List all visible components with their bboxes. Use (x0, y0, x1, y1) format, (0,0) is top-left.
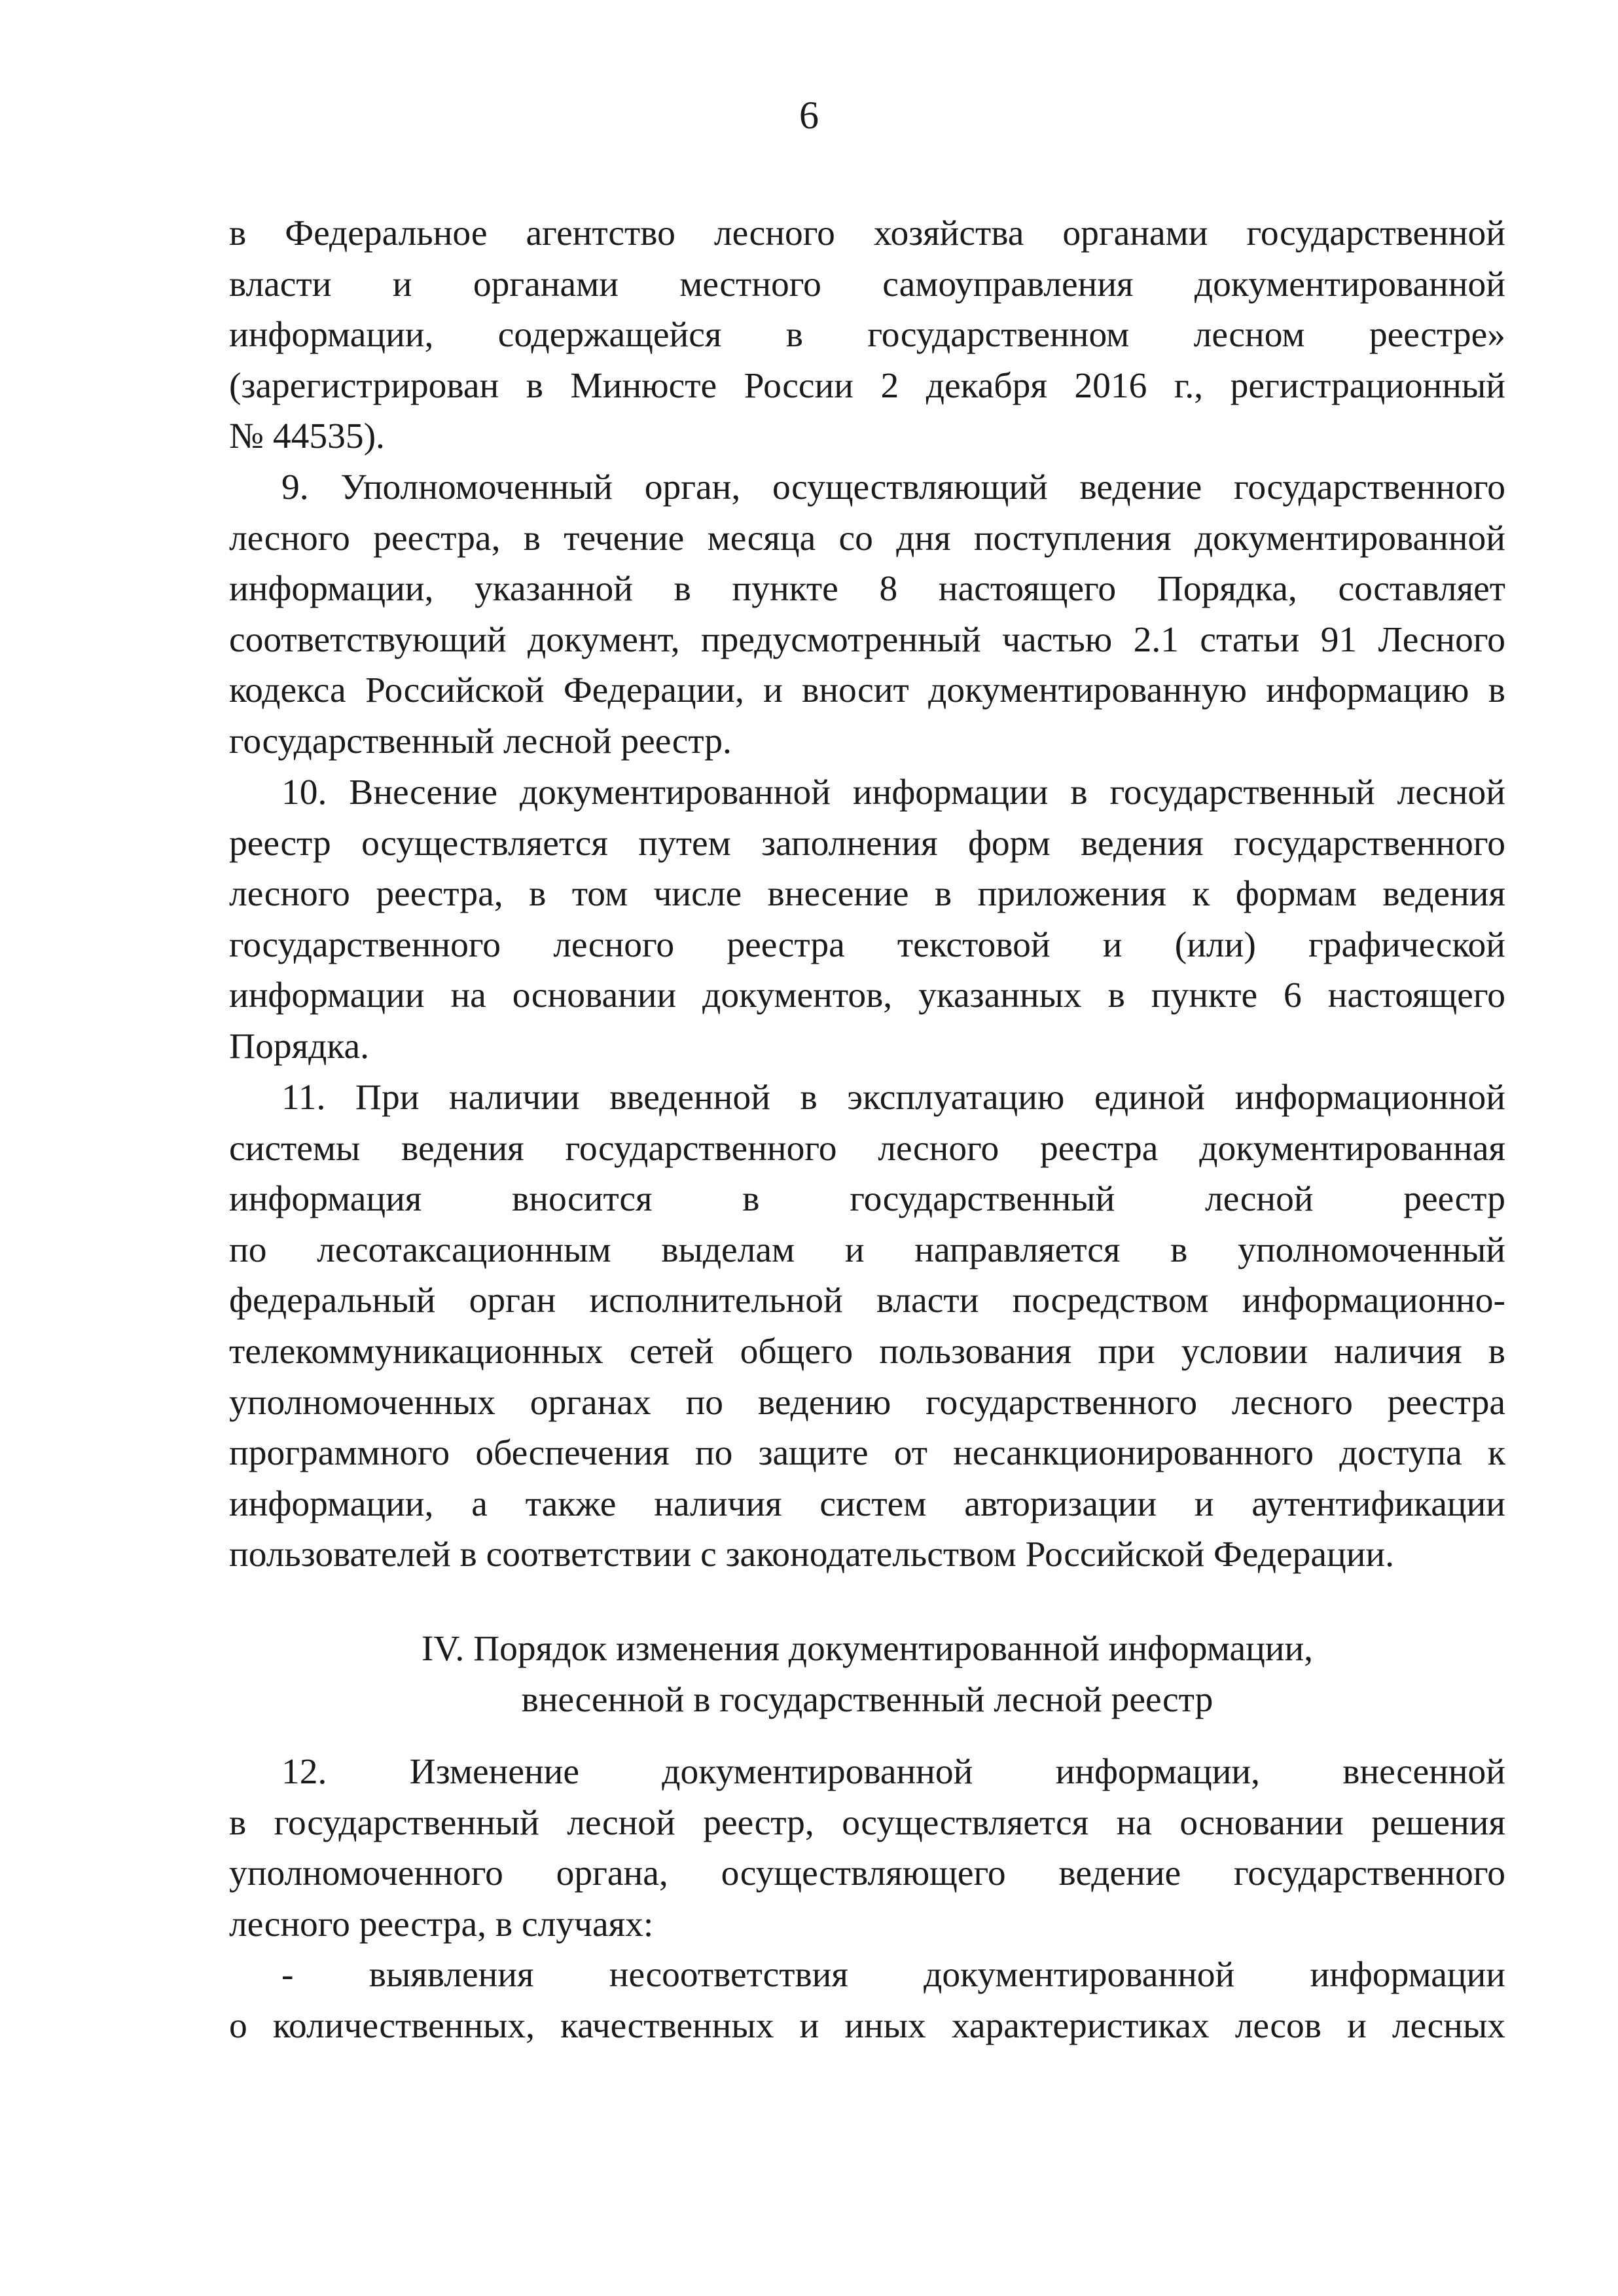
text-line: государственный лесной реестр. (229, 721, 732, 761)
text-line: Порядка. (229, 1026, 369, 1066)
text-line: 9. Уполномоченный орган, осуществляющий ведение государственного (281, 467, 1505, 507)
heading-line: внесенной в государственный лесной реестр (521, 1680, 1214, 1720)
text-line: в Федеральное агентство лесного хозяйства органами государственной (229, 213, 1505, 253)
text-line: 10. Внесение документированной информации в государственный лесной (281, 773, 1505, 812)
text-line: № 44535). (229, 416, 385, 457)
heading-line: IV. Порядок изменения документированной информации, (421, 1629, 1314, 1669)
text-line: уполномоченного органа, осуществляющего ведение государственного (229, 1853, 1505, 1894)
text-line: соответствующий документ, предусмотренный частью 2.1 статьи 91 Лесного (229, 619, 1505, 660)
page-number: 6 (799, 94, 819, 137)
text-line: информации на основании документов, указанных в пункте 6 настоящего (229, 975, 1505, 1016)
paragraph-11 (229, 1072, 1505, 1580)
text-line: кодекса Российской Федерации, и вносит документированную информацию в (229, 670, 1505, 711)
text-line: власти и органами местного самоуправления документированной (229, 264, 1505, 304)
text-line: уполномоченных органах по ведению государственного лесного реестра (229, 1382, 1505, 1423)
text-line: - выявления несоответствия документированной информации (281, 1955, 1505, 1995)
text-line: информации, указанной в пункте 8 настоящего Порядка, составляет (229, 569, 1505, 610)
text-line: государственного лесного реестра текстовой и (или) графической (229, 924, 1505, 965)
text-line: лесного реестра, в том числе внесение в приложения к формам ведения (229, 874, 1505, 915)
text-line: (зарегистрирован в Минюсте России 2 декабря 2016 г., регистрационный (229, 365, 1505, 406)
text-line: системы ведения государственного лесного реестра документированная (229, 1128, 1505, 1169)
text-line: 11. При наличии введенной в эксплуатацию единой информационной (281, 1078, 1505, 1118)
text-line: информация вносится в государственный лесной реестр (229, 1179, 1505, 1220)
text-line: 12. Изменение документированной информации, внесенной (281, 1752, 1505, 1792)
text-line: программного обеспечения по защите от несанкционированного доступа к (229, 1433, 1505, 1474)
text-line: лесного реестра, в течение месяца со дня поступления документированной (229, 518, 1505, 558)
text-line: по лесотаксационным выделам и направляется в уполномоченный (229, 1230, 1505, 1270)
text-line: о количественных, качественных и иных характеристиках лесов и лесных (229, 2005, 1505, 2046)
text-line: лесного реестра, в случаях: (229, 1904, 654, 1944)
paragraph-12 (229, 1747, 1505, 1950)
paragraph-10 (229, 767, 1505, 1072)
paragraph-8-continuation (229, 208, 1505, 462)
section-heading (229, 1624, 1505, 1726)
text-line: информации, содержащейся в государственном лесном реестре» (229, 315, 1505, 355)
text-line: информации, а также наличия систем авторизации и аутентификации (229, 1484, 1505, 1524)
text-line: федеральный орган исполнительной власти посредством информационно- (229, 1281, 1505, 1321)
text-line: телекоммуникационных сетей общего пользования при условии наличия в (229, 1331, 1505, 1372)
paragraph-9 (229, 462, 1505, 767)
bullet-item (229, 1950, 1505, 2051)
text-line: пользователей в соответствии с законодательством Российской Федерации. (229, 1535, 1395, 1575)
text-line: в государственный лесной реестр, осуществляется на основании решения (229, 1802, 1505, 1843)
text-line: реестр осуществляется путем заполнения форм ведения государственного (229, 823, 1505, 864)
